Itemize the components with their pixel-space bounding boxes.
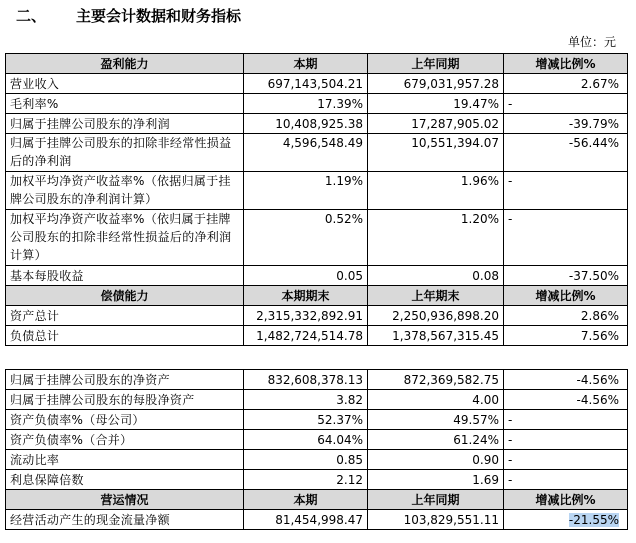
table-row <box>6 450 628 470</box>
header-cell: 增减比例% <box>504 490 628 510</box>
current-value: 17.39% <box>244 94 368 114</box>
prior-value: 1.96% <box>368 172 504 210</box>
current-value: 0.85 <box>244 450 368 470</box>
table-row <box>6 390 628 410</box>
row-label: 资产总计 <box>6 306 244 326</box>
row-label: 资产负债率%（母公司） <box>6 410 244 430</box>
change-value: - <box>504 410 628 430</box>
current-value: 52.37% <box>244 410 368 430</box>
change-value: - <box>504 430 628 450</box>
prior-value: 0.90 <box>368 450 504 470</box>
prior-value: 61.24% <box>368 430 504 450</box>
prior-value: 103,829,551.11 <box>368 510 504 530</box>
prior-value: 0.08 <box>368 266 504 286</box>
row-label: 经营活动产生的现金流量净额 <box>6 510 244 530</box>
prior-value: 1.20% <box>368 210 504 266</box>
current-value: 1,482,724,514.78 <box>244 326 368 346</box>
change-value: -4.56% <box>504 390 628 410</box>
table-row <box>6 306 628 326</box>
change-value: -39.79% <box>504 114 628 134</box>
current-value: 832,608,378.13 <box>244 370 368 390</box>
change-value: - <box>504 172 628 210</box>
selected-text: -21.55% <box>568 512 619 527</box>
table-row <box>6 470 628 490</box>
table-row <box>6 510 628 530</box>
prior-value: 17,287,905.02 <box>368 114 504 134</box>
row-label: 归属于挂牌公司股东的扣除非经常性损益后的净利润 <box>6 134 244 172</box>
change-value: -56.44% <box>504 134 628 172</box>
section-title: 主要会计数据和财务指标 <box>76 7 242 25</box>
row-label: 加权平均净资产收益率%（依归属于挂牌公司股东的扣除非经常性损益后的净利润计算） <box>6 210 244 266</box>
change-value: 7.56% <box>504 326 628 346</box>
prior-value: 679,031,957.28 <box>368 74 504 94</box>
profitability-header-row <box>6 54 628 74</box>
row-label: 归属于挂牌公司股东的净利润 <box>6 114 244 134</box>
row-label: 归属于挂牌公司股东的净资产 <box>6 370 244 390</box>
current-value: 64.04% <box>244 430 368 450</box>
current-value: 1.19% <box>244 172 368 210</box>
prior-value: 19.47% <box>368 94 504 114</box>
current-value: 10,408,925.38 <box>244 114 368 134</box>
prior-value: 4.00 <box>368 390 504 410</box>
current-value: 0.52% <box>244 210 368 266</box>
change-value: - <box>504 470 628 490</box>
prior-value: 49.57% <box>368 410 504 430</box>
table-row <box>6 94 628 114</box>
table-row <box>6 326 628 346</box>
row-label: 负债总计 <box>6 326 244 346</box>
operations-header-row <box>6 490 628 510</box>
header-cell: 本期期末 <box>244 286 368 306</box>
row-label: 营业收入 <box>6 74 244 94</box>
header-cell: 偿债能力 <box>6 286 244 306</box>
current-value: 2,315,332,892.91 <box>244 306 368 326</box>
change-value: -37.50% <box>504 266 628 286</box>
header-cell: 营运情况 <box>6 490 244 510</box>
header-cell: 上年期末 <box>368 286 504 306</box>
row-label: 利息保障倍数 <box>6 470 244 490</box>
header-cell: 盈利能力 <box>6 54 244 74</box>
unit-label: 单位：元 <box>568 35 617 49</box>
table-row <box>6 74 628 94</box>
row-label: 基本每股收益 <box>6 266 244 286</box>
change-value: -4.56% <box>504 370 628 390</box>
header-cell: 上年同期 <box>368 490 504 510</box>
header-cell: 增减比例% <box>504 286 628 306</box>
table-row <box>6 370 628 390</box>
current-value: 81,454,998.47 <box>244 510 368 530</box>
prior-value: 872,369,582.75 <box>368 370 504 390</box>
change-value: 2.67% <box>504 74 628 94</box>
row-label: 毛利率% <box>6 94 244 114</box>
table-row <box>6 134 628 172</box>
table-row <box>6 114 628 134</box>
row-label: 资产负债率%（合并） <box>6 430 244 450</box>
table-row <box>6 410 628 430</box>
change-value: 2.86% <box>504 306 628 326</box>
current-value: 2.12 <box>244 470 368 490</box>
prior-value: 1.69 <box>368 470 504 490</box>
header-cell: 上年同期 <box>368 54 504 74</box>
header-cell: 本期 <box>244 54 368 74</box>
financial-table-bottom <box>5 369 628 530</box>
header-cell: 增减比例% <box>504 54 628 74</box>
prior-value: 2,250,936,898.20 <box>368 306 504 326</box>
table-row <box>6 430 628 450</box>
change-value: - <box>504 210 628 266</box>
change-value: - <box>504 94 628 114</box>
header-cell: 本期 <box>244 490 368 510</box>
current-value: 4,596,548.49 <box>244 134 368 172</box>
section-heading <box>16 4 241 28</box>
current-value: 697,143,504.21 <box>244 74 368 94</box>
prior-value: 1,378,567,315.45 <box>368 326 504 346</box>
table-row <box>6 266 628 286</box>
solvency-header-row <box>6 286 628 306</box>
section-number: 二、 <box>16 7 47 25</box>
change-value <box>504 510 628 530</box>
row-label: 加权平均净资产收益率%（依据归属于挂牌公司股东的净利润计算） <box>6 172 244 210</box>
row-label: 流动比率 <box>6 450 244 470</box>
row-label: 归属于挂牌公司股东的每股净资产 <box>6 390 244 410</box>
prior-value: 10,551,394.07 <box>368 134 504 172</box>
financial-table-top <box>5 53 628 346</box>
table-row <box>6 172 628 210</box>
table-row <box>6 210 628 266</box>
current-value: 0.05 <box>244 266 368 286</box>
change-value: - <box>504 450 628 470</box>
current-value: 3.82 <box>244 390 368 410</box>
